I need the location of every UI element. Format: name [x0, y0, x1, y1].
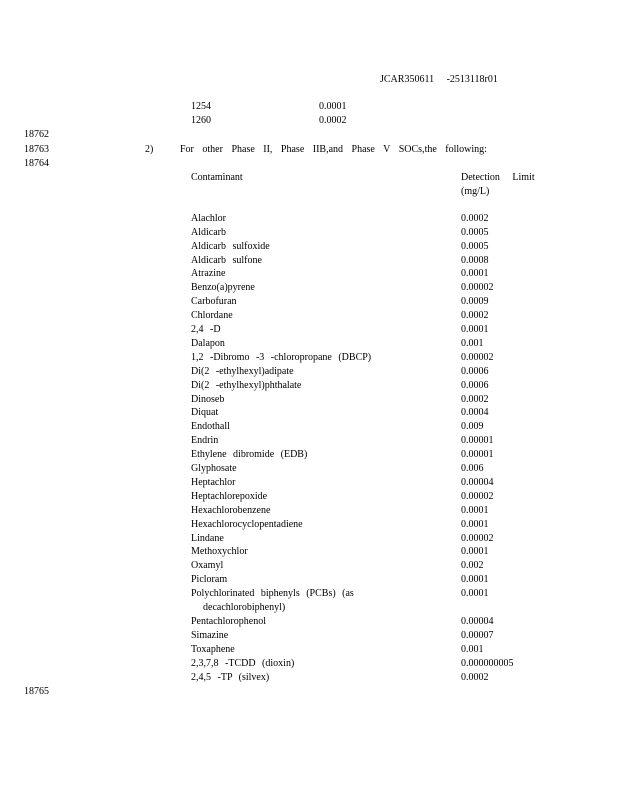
- contaminant-name: 2,4,5 -TP (silvex): [191, 672, 270, 683]
- contaminant-name: Carbofuran: [191, 296, 237, 307]
- contaminant-name: Aldicarb sulfone: [191, 255, 262, 266]
- table-row: [191, 282, 591, 296]
- contaminant-name-continuation: decachlorobiphenyl): [203, 602, 286, 613]
- line-number: 18763: [24, 144, 49, 155]
- contaminant-name: Chlordane: [191, 310, 233, 321]
- table-row: [191, 394, 591, 408]
- contaminant-name: Benzo(a)pyrene: [191, 282, 255, 293]
- contaminant-name: 2,3,7,8 -TCDD (dioxin): [191, 658, 295, 669]
- detection-limit: 0.009: [461, 421, 484, 432]
- table-row: [191, 449, 591, 463]
- detection-limit: 0.00007: [461, 630, 494, 641]
- contaminant-name: Dinoseb: [191, 394, 225, 405]
- detection-limit: 0.006: [461, 463, 484, 474]
- contaminant-name: Glyphosate: [191, 463, 237, 474]
- detection-limit: 0.0006: [461, 366, 489, 377]
- contaminant-name: Aldicarb sulfoxide: [191, 241, 270, 252]
- contaminant-name: Heptachlor: [191, 477, 236, 488]
- table-row: [191, 491, 591, 505]
- detection-limit: 0.0002: [461, 310, 489, 321]
- table-row: [191, 630, 591, 644]
- contaminant-name: Endothall: [191, 421, 230, 432]
- detection-limit: 0.0004: [461, 407, 489, 418]
- table-row: [191, 463, 591, 477]
- detection-limit: 0.0005: [461, 241, 489, 252]
- table-row: [191, 421, 591, 435]
- detection-limit: 0.0001: [461, 505, 489, 516]
- contaminant-name: Picloram: [191, 574, 228, 585]
- detection-limit: 0.0002: [461, 394, 489, 405]
- document-header: [380, 74, 498, 86]
- column-header-contaminant: Contaminant: [191, 172, 243, 183]
- table-row: [191, 366, 591, 380]
- table-row: [191, 213, 591, 227]
- column-header-detection-limit: Detection Limit: [461, 172, 535, 183]
- table-row: [191, 227, 591, 241]
- detection-limit: 0.0001: [461, 519, 489, 530]
- table-row: [191, 505, 591, 519]
- detection-limit: 0.00002: [461, 533, 494, 544]
- detection-limit: 0.0001: [319, 101, 347, 112]
- contaminant-name: Pentachlorophenol: [191, 616, 266, 627]
- table-row: [191, 533, 591, 547]
- detection-limit: 0.0001: [461, 588, 489, 599]
- line-number: 18765: [24, 686, 49, 697]
- contaminant-name: 1260: [191, 115, 211, 126]
- detection-limit: 0.00001: [461, 435, 494, 446]
- contaminant-name: Aldicarb: [191, 227, 226, 238]
- table-row: [191, 296, 591, 310]
- detection-limit: 0.00001: [461, 449, 494, 460]
- table-row: [191, 574, 591, 588]
- table-row: [191, 644, 591, 658]
- table-row: [191, 560, 591, 574]
- detection-limit: 0.00002: [461, 491, 494, 502]
- detection-limit: 0.0001: [461, 324, 489, 335]
- contaminant-name: Ethylene dibromide (EDB): [191, 449, 308, 460]
- table-row: [191, 352, 591, 366]
- table-row: [191, 101, 591, 115]
- table-row: [191, 268, 591, 282]
- contaminant-name: Di(2 -ethylhexyl)adipate: [191, 366, 294, 377]
- contaminant-name: Toxaphene: [191, 644, 235, 655]
- contaminant-name: Simazine: [191, 630, 229, 641]
- table-row: [191, 672, 591, 686]
- table-row: [191, 241, 591, 255]
- detection-limit: 0.0002: [319, 115, 347, 126]
- table-row: [191, 255, 591, 269]
- detection-limit: 0.00002: [461, 352, 494, 363]
- contaminant-name: 2,4 -D: [191, 324, 221, 335]
- detection-limit: 0.0002: [461, 213, 489, 224]
- detection-limit: 0.00004: [461, 477, 494, 488]
- detection-limit: 0.0008: [461, 255, 489, 266]
- column-header-unit: (mg/L): [461, 186, 490, 197]
- detection-limit: 0.001: [461, 338, 484, 349]
- table-row: [191, 588, 591, 602]
- contaminant-name: Heptachlorepoxide: [191, 491, 268, 502]
- contaminant-name: 1254: [191, 101, 211, 112]
- detection-limit: 0.0009: [461, 296, 489, 307]
- contaminant-name: Oxamyl: [191, 560, 224, 571]
- contaminant-name: 1,2 -Dibromo -3 -chloropropane (DBCP): [191, 352, 372, 363]
- detection-limit: 0.0001: [461, 574, 489, 585]
- contaminant-name: Lindane: [191, 533, 224, 544]
- table-row: [191, 477, 591, 491]
- contaminant-name: Diquat: [191, 407, 219, 418]
- section-number: 2): [145, 144, 154, 155]
- contaminant-name: Alachlor: [191, 213, 226, 224]
- contaminant-name: Dalapon: [191, 338, 225, 349]
- table-row: [191, 658, 591, 672]
- contaminant-name: Hexachlorobenzene: [191, 505, 271, 516]
- table-row: [191, 380, 591, 394]
- contaminant-name: Polychlorinated biphenyls (PCBs) (as: [191, 588, 354, 599]
- doc-code: -2513118r01: [446, 74, 498, 85]
- detection-limit: 0.0005: [461, 227, 489, 238]
- table-row: [191, 115, 591, 129]
- table-row: [191, 324, 591, 338]
- contaminant-name: Methoxychlor: [191, 546, 248, 557]
- table-row: [191, 519, 591, 533]
- contaminant-name: Atrazine: [191, 268, 226, 279]
- detection-limit: 0.00004: [461, 616, 494, 627]
- table-row: [191, 310, 591, 324]
- table-row: [191, 546, 591, 560]
- detection-limit: 0.002: [461, 560, 484, 571]
- detection-limit: 0.001: [461, 644, 484, 655]
- detection-limit: 0.0001: [461, 268, 489, 279]
- detection-limit: 0.00002: [461, 282, 494, 293]
- contaminant-name: Endrin: [191, 435, 219, 446]
- line-number: 18764: [24, 158, 49, 169]
- table-row: [191, 338, 591, 352]
- table-row: [191, 616, 591, 630]
- table-row: [191, 435, 591, 449]
- table-row: [191, 407, 591, 421]
- detection-limit: 0.0001: [461, 546, 489, 557]
- section-intro: For other Phase II, Phase IIB,and Phase V SOCs,the following:: [180, 144, 487, 155]
- doc-id: JCAR350611: [380, 74, 435, 85]
- contaminant-name: Hexachlorocyclopentadiene: [191, 519, 303, 530]
- line-number: 18762: [24, 129, 49, 140]
- detection-limit: 0.0002: [461, 672, 489, 683]
- detection-limit: 0.0006: [461, 380, 489, 391]
- contaminant-name: Di(2 -ethylhexyl)phthalate: [191, 380, 302, 391]
- detection-limit: 0.000000005: [461, 658, 514, 669]
